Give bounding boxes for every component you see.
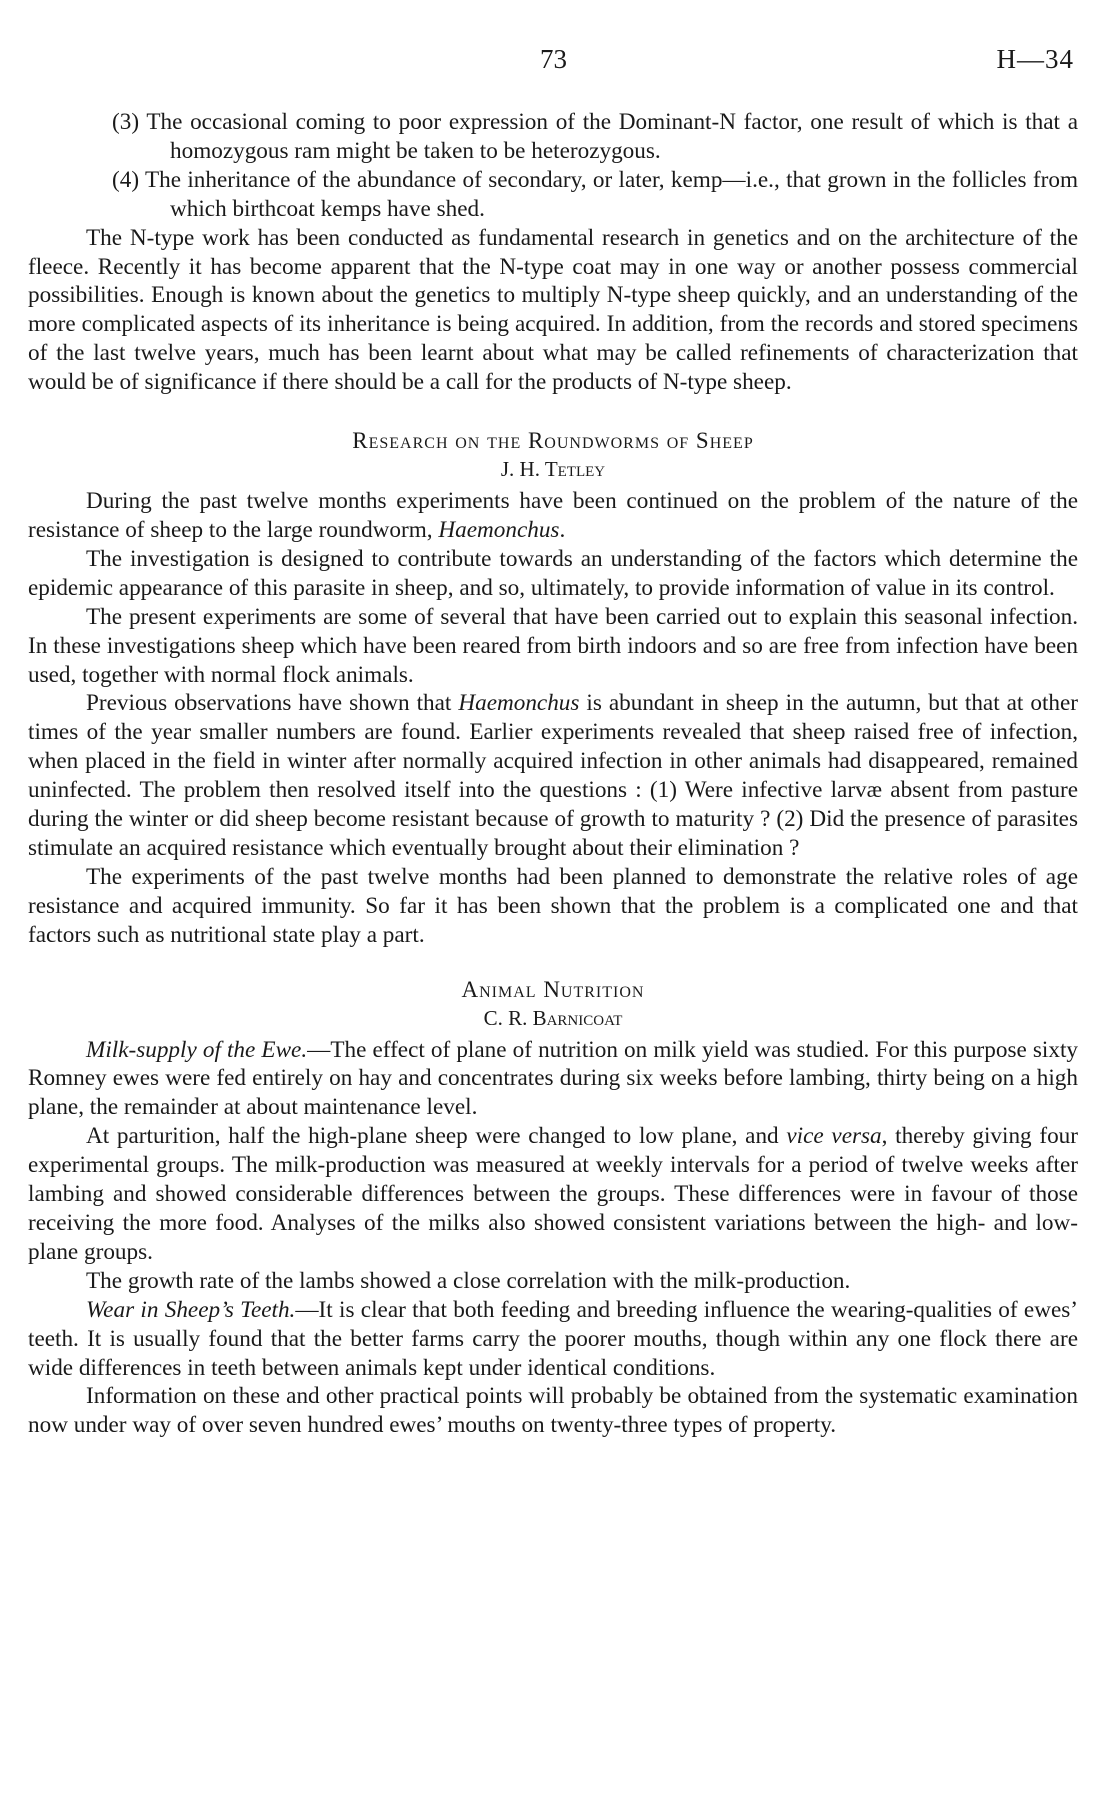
section-title-roundworms: Research on the Roundworms of Sheep bbox=[352, 428, 754, 454]
author-barnicoat: C. R. Barnicoat bbox=[483, 1005, 623, 1030]
roundworms-paragraph-2: The investigation is designed to contribute towards an understanding of the factors which determine the epidemic appearance of this parasite in sheep, and so, ultimately, to provide information of value in its control. bbox=[28, 545, 1078, 601]
author-tetley: J. H. Tetley bbox=[500, 457, 606, 482]
milk-supply-paragraph bbox=[28, 1036, 1078, 1123]
text-run: , thereby giving four experimental groups. The milk-production was measured at weekly intervals for a period of twelve weeks after lambing and showed considerable differences between the groups. These differences were in favour of those receiving the more food. Analyses of the milks also showed consistent variations between the high- and low-plane groups. bbox=[28, 1123, 1078, 1265]
teeth-paragraph bbox=[28, 1296, 1078, 1383]
nutrition-paragraph-2 bbox=[28, 1122, 1078, 1267]
roundworms-paragraph-3: The present experiments are some of several that have been carried out to explain this seasonal infection. In these investigations sheep which have been reared from birth indoors and so are free from infection have been used, together with normal flock animals. bbox=[28, 603, 1078, 688]
section-title-nutrition: Animal Nutrition bbox=[461, 976, 645, 1002]
text-run: —It is clear that both feeding and breeding influence the wearing-qualities of ewes’ teeth. It is usually found that the better farms carry the poorer mouths, though within any one flock there are wide differences in teeth between animals kept under identical conditions. bbox=[28, 1296, 1078, 1381]
text-run: At parturition, half the high-plane sheep were changed to low plane, and bbox=[86, 1123, 787, 1150]
text-run: Previous observations have shown that bbox=[86, 690, 459, 717]
teeth-heading: Wear in Sheep’s Teeth. bbox=[86, 1296, 296, 1323]
nutrition-paragraph-3: The growth rate of the lambs showed a close correlation with the milk-production. bbox=[86, 1267, 851, 1294]
text-run: —The effect of plane of nutrition on milk yield was studied. For this purpose sixty Romney ewes were fed entirely on hay and concentrates during six weeks before lambing, thirty being on a high plane, the remainder at about maintenance level. bbox=[28, 1036, 1078, 1121]
text-run: is abundant in sheep in the autumn, but that at other times of the year smaller numbers are found. Earlier experiments revealed that sheep raised free of infection, when placed in the field in winter after normally acquired infection in other animals had disappeared, remained uninfected. The problem then resolved itself into the questions : (1) Were infective larvæ absent from pasture during the winter or did sheep become resistant because of growth to maturity ? (2) Did the presence of parasites stimulate an acquired resistance which eventually brought about their elimination ? bbox=[28, 690, 1079, 861]
roundworms-paragraph-1 bbox=[28, 487, 1078, 545]
page-body bbox=[28, 108, 1078, 1440]
text-run: . bbox=[559, 516, 566, 543]
genus-name: Haemonchus bbox=[438, 516, 560, 543]
roundworms-paragraph-4 bbox=[28, 689, 1078, 862]
page-reference: H—34 bbox=[996, 44, 1074, 74]
genus-name: Haemonchus bbox=[458, 690, 580, 717]
roundworms-paragraph-5: The experiments of the past twelve months had been planned to demonstrate the relative roles of age resistance and acquired immunity. So far it has been shown that the problem is a complicated one and that factors such as nutritional state play a part. bbox=[28, 863, 1078, 948]
text-run: During the past twelve months experiments have been continued on the problem of the nature of the resistance of sheep to the large roundworm, bbox=[28, 488, 1078, 543]
list-item-3: (3) The occasional coming to poor expression of the Dominant-N factor, one result of which is that a homozygous ram might be taken to be heterozygous. bbox=[112, 109, 1078, 164]
page-number: 73 bbox=[540, 44, 567, 74]
nutrition-paragraph-5: Information on these and other practical points will probably be obtained from the systematic examination now under way of over seven hundred ewes’ mouths on twenty-three types of property. bbox=[28, 1383, 1078, 1439]
ntype-paragraph: The N-type work has been conducted as fundamental research in genetics and on the architecture of the fleece. Recently it has become apparent that the N-type coat may in one way or another possess commercial possibilities. Enough is known about the genetics to multiply N-type sheep quickly, and an understanding of the more complicated aspects of its inheritance is being acquired. In addition, from the records and stored specimens of the last twelve years, much has been learnt about what may be called refinements of characterization that would be of significance if there should be a call for the products of N-type sheep. bbox=[28, 224, 1078, 396]
page-header bbox=[0, 44, 1114, 78]
italic-phrase: vice versa bbox=[786, 1123, 882, 1150]
list-item-4: (4) The inheritance of the abundance of secondary, or later, kemp—i.e., that grown in the follicles from which birthcoat kemps have shed. bbox=[112, 166, 1078, 222]
milk-supply-heading: Milk-supply of the Ewe. bbox=[86, 1036, 308, 1063]
